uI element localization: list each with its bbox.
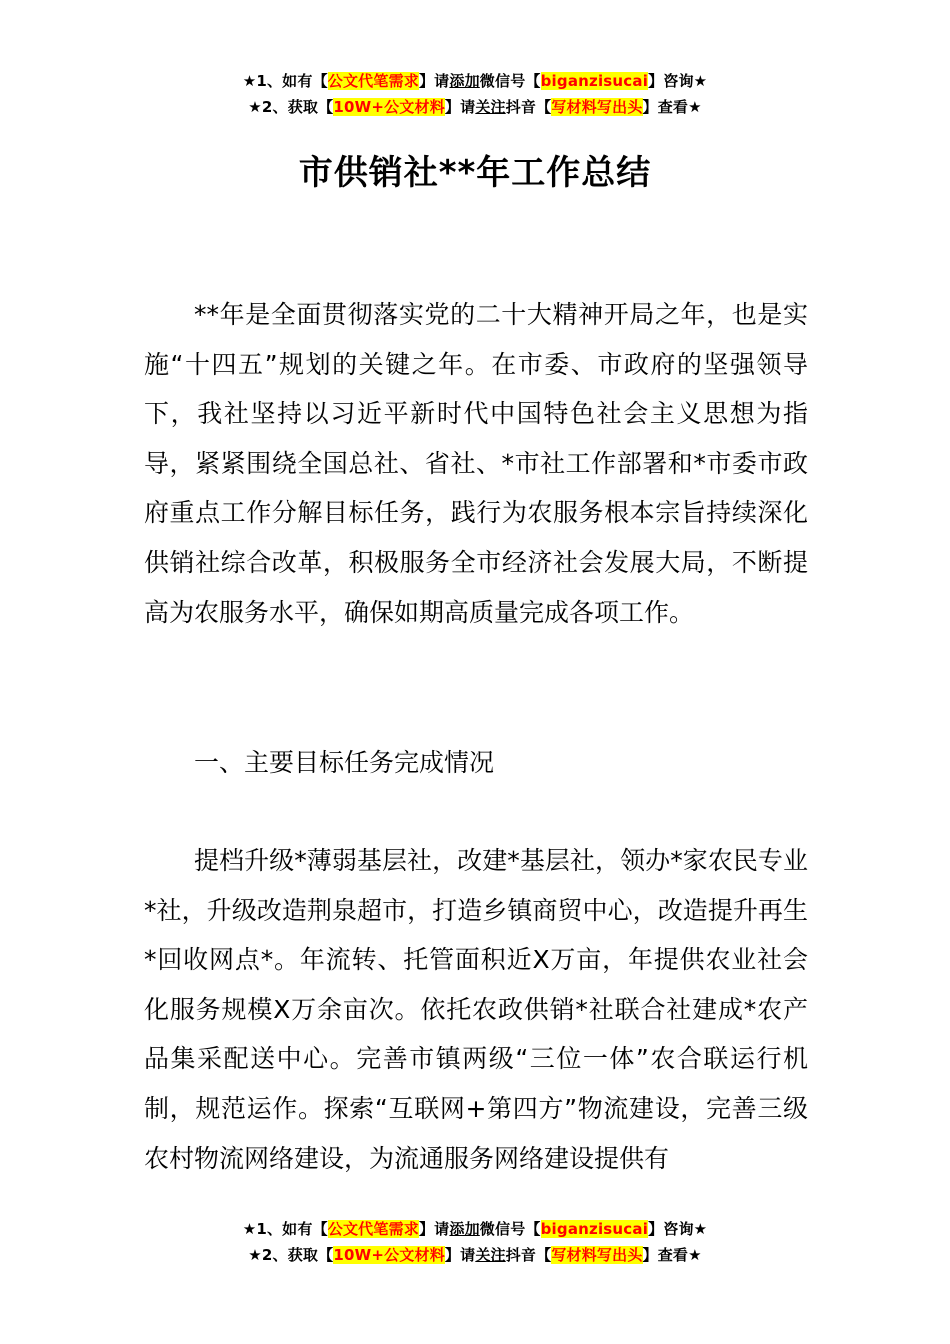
banner-text: 】请 — [444, 1246, 476, 1264]
banner-text: 】咨询★ — [648, 1220, 708, 1238]
banner-text-underlined: 添加 — [449, 72, 480, 90]
banner-text: 】请 — [444, 98, 476, 116]
banner-text-underlined: 添加 — [449, 1220, 480, 1238]
highlight-wechat-id: biganzisucai — [540, 72, 649, 90]
banner-text: 抖音【 — [505, 98, 552, 116]
banner-text: ★2、获取【 — [248, 98, 334, 116]
banner-text: ★2、获取【 — [248, 1246, 334, 1264]
banner-text-underlined: 关注 — [475, 1246, 506, 1264]
banner-text: 】请 — [418, 1220, 450, 1238]
banner-text: ★1、如有【 — [242, 72, 328, 90]
body-paragraph-2: 提档升级*薄弱基层社，改建*基层社，领办*家农民专业*社，升级改造荆泉超市，打造乡镇商贸中心，改造提升再生*回收网点*。年流转、托管面积近X万亩，年提供农业社会化服务规模X万余亩次。依托农政供销*社联合社建成*农产品集采配送中心。完善市镇两级“三位一体”农合联运行机制，规范运作。探索“互联网+第四方”物流建设，完善三级农村物流网络建设，为流通服务网络建设提供有 — [144, 846, 808, 1173]
banner-line-2 — [0, 1242, 950, 1268]
body-paragraph-1: **年是全面贯彻落实党的二十大精神开局之年，也是实施“十四五”规划的关键之年。在市委、市政府的坚强领导下，我社坚持以习近平新时代中国特色社会主义思想为指导，紧紧围绕全国总社、省社、*市社工作部署和*市委市政府重点工作分解目标任务，践行为农服务根本宗旨持续深化供销社综合改革，积极服务全市经济社会发展大局，不断提高为农服务水平，确保如期高质量完成各项工作。 — [144, 300, 808, 627]
header-banner — [0, 68, 950, 120]
banner-text: 抖音【 — [505, 1246, 552, 1264]
banner-text: 】查看★ — [642, 98, 702, 116]
highlight-materials: 10W+公文材料 — [333, 1246, 445, 1264]
highlight-wechat-id: biganzisucai — [540, 1220, 649, 1238]
highlight-douyin-id: 写材料写出头 — [551, 98, 643, 116]
banner-line-1 — [0, 68, 950, 94]
highlight-materials: 10W+公文材料 — [333, 98, 445, 116]
highlight-ghostwriting: 公文代笔需求 — [327, 1220, 419, 1238]
banner-text: 】请 — [418, 72, 450, 90]
section-heading-1: 一、主要目标任务完成情况 — [194, 748, 495, 777]
highlight-douyin-id: 写材料写出头 — [551, 1246, 643, 1264]
banner-line-1 — [0, 1216, 950, 1242]
footer-banner — [0, 1216, 950, 1268]
banner-line-2 — [0, 94, 950, 120]
banner-text-underlined: 关注 — [475, 98, 506, 116]
document-title: 市供销社**年工作总结 — [298, 153, 652, 193]
highlight-ghostwriting: 公文代笔需求 — [327, 72, 419, 90]
banner-text: 】咨询★ — [648, 72, 708, 90]
banner-text: 】查看★ — [642, 1246, 702, 1264]
banner-text: 微信号【 — [479, 72, 541, 90]
banner-text: 微信号【 — [479, 1220, 541, 1238]
banner-text: ★1、如有【 — [242, 1220, 328, 1238]
